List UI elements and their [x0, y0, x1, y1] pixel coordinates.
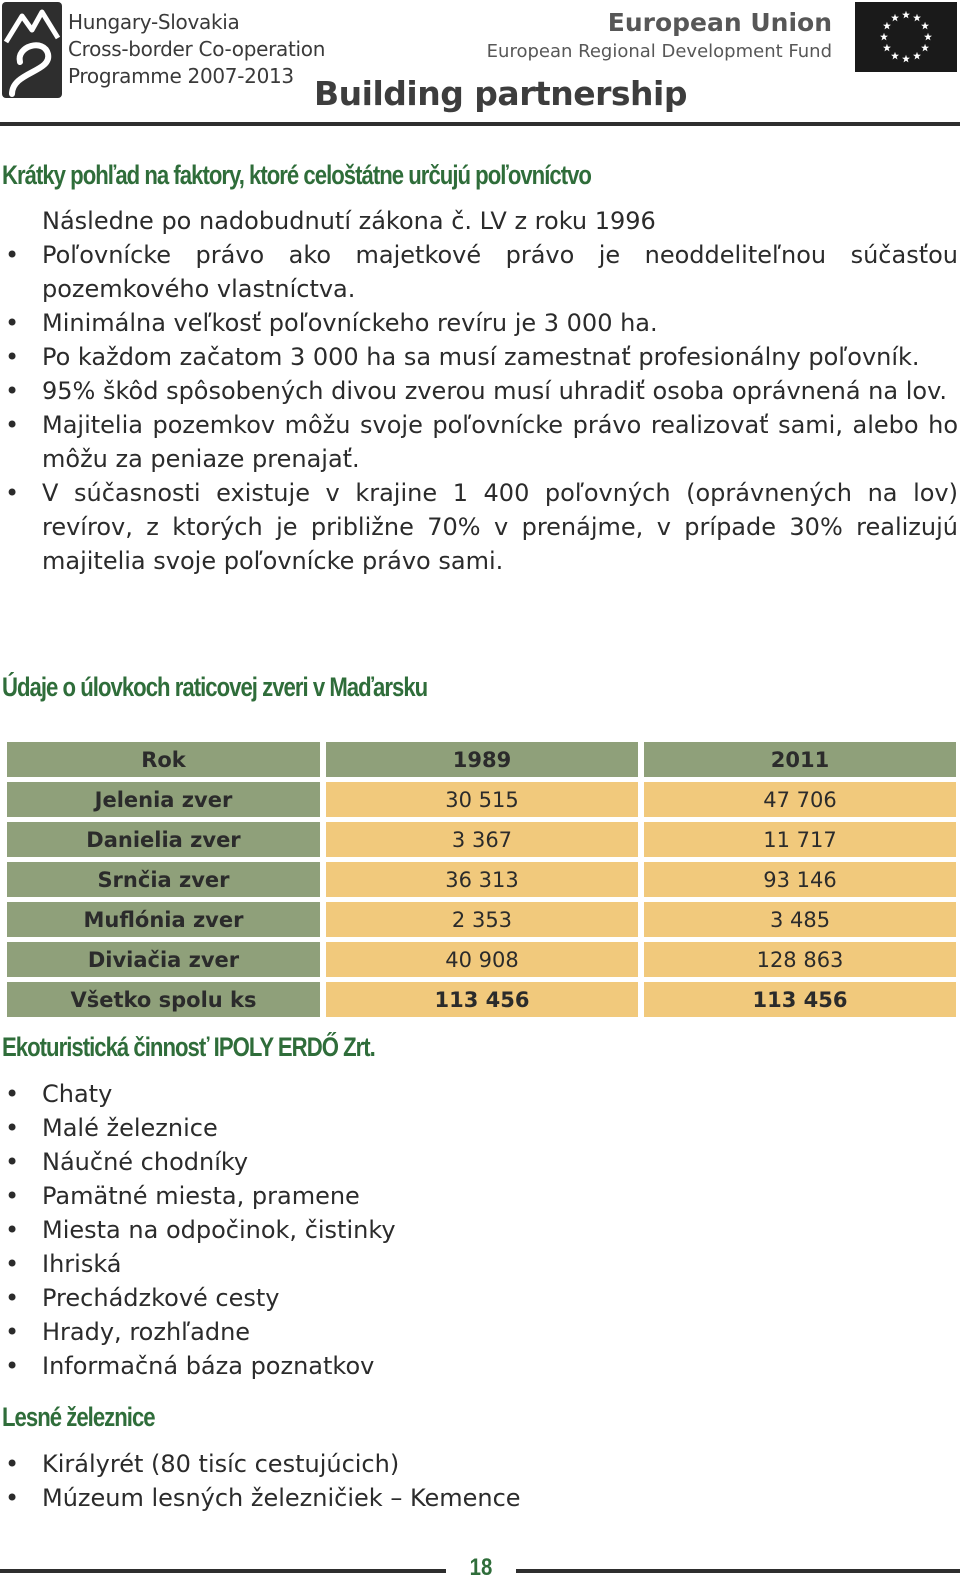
- section-heading-harvest: Údaje o úlovkoch raticovej zveri v Maďarsku: [2, 672, 428, 702]
- eu-star-icon: [902, 55, 910, 63]
- table-row: [7, 862, 956, 897]
- page-number: 18: [469, 1554, 493, 1581]
- eu-star-icon: [913, 14, 921, 22]
- table-cell: 93 146: [644, 862, 956, 897]
- table-cell: 113 456: [326, 982, 638, 1017]
- bullet-icon: •: [5, 1352, 20, 1380]
- list-item: • Informačná báza poznatkov: [0, 1349, 960, 1383]
- table-row: [7, 942, 956, 977]
- harvest-table: [7, 737, 956, 1022]
- forest-railways-list: [0, 1447, 960, 1515]
- slogan: Building partnership: [314, 74, 687, 113]
- bullet-icon: •: [5, 1216, 20, 1244]
- list-item: • Ihriská: [0, 1247, 960, 1281]
- programme-logo-icon: [2, 2, 62, 98]
- table-row-label: Diviačia zver: [7, 942, 320, 977]
- programme-name-line-1: Hungary-Slovakia: [68, 10, 240, 34]
- list-item: • Prechádzkové cesty: [0, 1281, 960, 1315]
- table-row: [7, 902, 956, 937]
- eu-star-icon: [902, 11, 910, 19]
- list-item: • Királyrét (80 tisíc cestujúcich): [0, 1447, 960, 1481]
- eu-flag-icon: [855, 2, 957, 72]
- table-cell: 11 717: [644, 822, 956, 857]
- table-cell: 40 908: [326, 942, 638, 977]
- ecotourism-list: [0, 1077, 960, 1383]
- eu-star-icon: [880, 33, 888, 41]
- bullet-icon: •: [5, 1450, 20, 1478]
- bullet-icon: •: [5, 479, 20, 507]
- bullet-icon: •: [5, 1148, 20, 1176]
- eu-star-icon: [883, 22, 891, 30]
- table-cell: 3 367: [326, 822, 638, 857]
- table-row-label: Všetko spolu ks: [7, 982, 320, 1017]
- list-item: • Minimálna veľkosť poľovníckeho revíru je 3 000 ha.: [0, 306, 960, 340]
- bullet-icon: •: [5, 377, 20, 405]
- table-cell: 36 313: [326, 862, 638, 897]
- table-row-label: Muflónia zver: [7, 902, 320, 937]
- bullet-icon: •: [5, 1484, 20, 1512]
- bullet-icon: •: [5, 1250, 20, 1278]
- eu-title: European Union: [607, 8, 832, 37]
- table-cell: 128 863: [644, 942, 956, 977]
- list-item: • 95% škôd spôsobených divou zverou musí uhradiť osoba oprávnená na lov.: [0, 374, 960, 408]
- bullet-icon: •: [5, 309, 20, 337]
- table-row: [7, 782, 956, 817]
- section-heading-factors: Krátky pohľad na faktory, ktoré celoštátne určujú poľovníctvo: [2, 160, 591, 190]
- bullet-icon: •: [5, 1114, 20, 1142]
- list-item: • Múzeum lesných železničiek – Kemence: [0, 1481, 960, 1515]
- eu-star-icon: [924, 33, 932, 41]
- table-cell: 113 456: [644, 982, 956, 1017]
- table-cell: 47 706: [644, 782, 956, 817]
- table-header-cell: 2011: [644, 742, 956, 777]
- list-item: • Malé železnice: [0, 1111, 960, 1145]
- bullet-icon: •: [5, 1080, 20, 1108]
- table-header-cell: Rok: [7, 742, 320, 777]
- eu-star-icon: [891, 52, 899, 60]
- programme-name-line-2: Cross-border Co-operation: [68, 37, 326, 61]
- list-item: • Miesta na odpočinok, čistinky: [0, 1213, 960, 1247]
- list-item: • Pamätné miesta, pramene: [0, 1179, 960, 1213]
- table-cell: 30 515: [326, 782, 638, 817]
- section-heading-forest-railways: Lesné železnice: [2, 1402, 155, 1432]
- table-row-label: Jelenia zver: [7, 782, 320, 817]
- bullet-icon: •: [5, 241, 20, 269]
- programme-name-line-3: Programme 2007-2013: [68, 64, 294, 88]
- eu-star-icon: [921, 22, 929, 30]
- table-cell: 2 353: [326, 902, 638, 937]
- bullet-icon: •: [5, 343, 20, 371]
- intro-paragraph: Následne po nadobudnutí zákona č. LV z roku 1996: [42, 207, 656, 235]
- bullet-icon: •: [5, 1284, 20, 1312]
- table-cell: 3 485: [644, 902, 956, 937]
- page-header: [0, 0, 960, 128]
- header-divider: [0, 122, 960, 126]
- bullet-icon: •: [5, 1182, 20, 1210]
- list-item: • Náučné chodníky: [0, 1145, 960, 1179]
- table-header-row: [7, 742, 956, 777]
- list-item: • Chaty: [0, 1077, 960, 1111]
- bullet-icon: •: [5, 1318, 20, 1346]
- factors-list: [0, 238, 960, 578]
- list-item: • Majitelia pozemkov môžu svoje poľovnícke právo realizovať sami, alebo ho môžu za peniaze prenajať.: [0, 408, 960, 476]
- eu-star-icon: [891, 14, 899, 22]
- footer-divider-left: [0, 1569, 446, 1573]
- table-row-label: Danielia zver: [7, 822, 320, 857]
- footer-divider-right: [516, 1569, 960, 1573]
- table-row: [7, 822, 956, 857]
- section-heading-ecotourism: Ekoturistická činnosť IPOLY ERDŐ Zrt.: [2, 1032, 375, 1062]
- list-item: • Poľovnícke právo ako majetkové právo je neoddeliteľnou súčasťou pozemkového vlastníctva.: [0, 238, 960, 306]
- list-item: • Po každom začatom 3 000 ha sa musí zamestnať profesionálny poľovník.: [0, 340, 960, 374]
- bullet-icon: •: [5, 411, 20, 439]
- table-row-label: Srnčia zver: [7, 862, 320, 897]
- eu-star-icon: [883, 44, 891, 52]
- list-item: • Hrady, rozhľadne: [0, 1315, 960, 1349]
- eu-star-icon: [913, 52, 921, 60]
- table-header-cell: 1989: [326, 742, 638, 777]
- eu-subtitle: European Regional Development Fund: [486, 41, 832, 62]
- table-total-row: [7, 982, 956, 1017]
- list-item: • V súčasnosti existuje v krajine 1 400 poľovných (oprávnených na lov) revírov, z ktorých je približne 70% v prenájme, v prípade 30% realizujú majitelia svoje poľovnícke právo sami.: [0, 476, 960, 578]
- eu-star-icon: [921, 44, 929, 52]
